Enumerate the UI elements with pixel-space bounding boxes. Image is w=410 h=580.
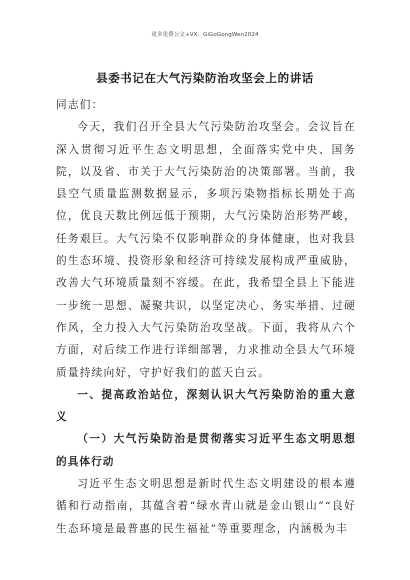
subsection-heading-1: （一）大气污染防治是贯彻落实习近平生态文明思想的具体行动 <box>56 433 356 468</box>
intro-paragraph: 今天，我们召开全县大气污染防治攻坚会。会议旨在深入贯彻习近平生态文明思想，全面落实党中央、国务院，以及省、市关于大气污染防治的决策部署。当前，我县空气质量监测数据显示，多项污染物指标长期处于高位，优良天数比例远低于预期，大气污染防治形势严峻，任务艰巨。大气污染不仅影响群众的身体健康，也对我县的生态环境、投资形象和经济可持续发展构成严重威胁，改善大气环境质量刻不容缓。在此，我希望全县上下能进一步统一思想、凝聚共识，以坚定决心、务实举措、过硬作风，全力投入大气污染防治攻坚战。下面，我将从六个方面，对后续工作进行详细部署，力求推动全县大气环境质量持续向好，守护好我们的蓝天白云。 <box>56 121 356 379</box>
salutation: 同志们： <box>56 99 104 111</box>
body-paragraph: 习近平生态文明思想是新时代生态文明建设的根本遵循和行动指南，其蕴含着“绿水青山就是金山银山”“良好生态环境是最普惠的民生福祉”等重要理念，内涵极为丰 <box>56 478 356 535</box>
document-title: 县委书记在大气污染防治攻坚会上的讲话 <box>96 71 314 85</box>
document-body <box>56 94 356 540</box>
section-heading-1: 一、提高政治站位，深刻认识大气污染防治的重大意义 <box>56 388 356 424</box>
header-note: 更多免费公文+VX：GiGoGongWen2024 <box>151 32 259 38</box>
